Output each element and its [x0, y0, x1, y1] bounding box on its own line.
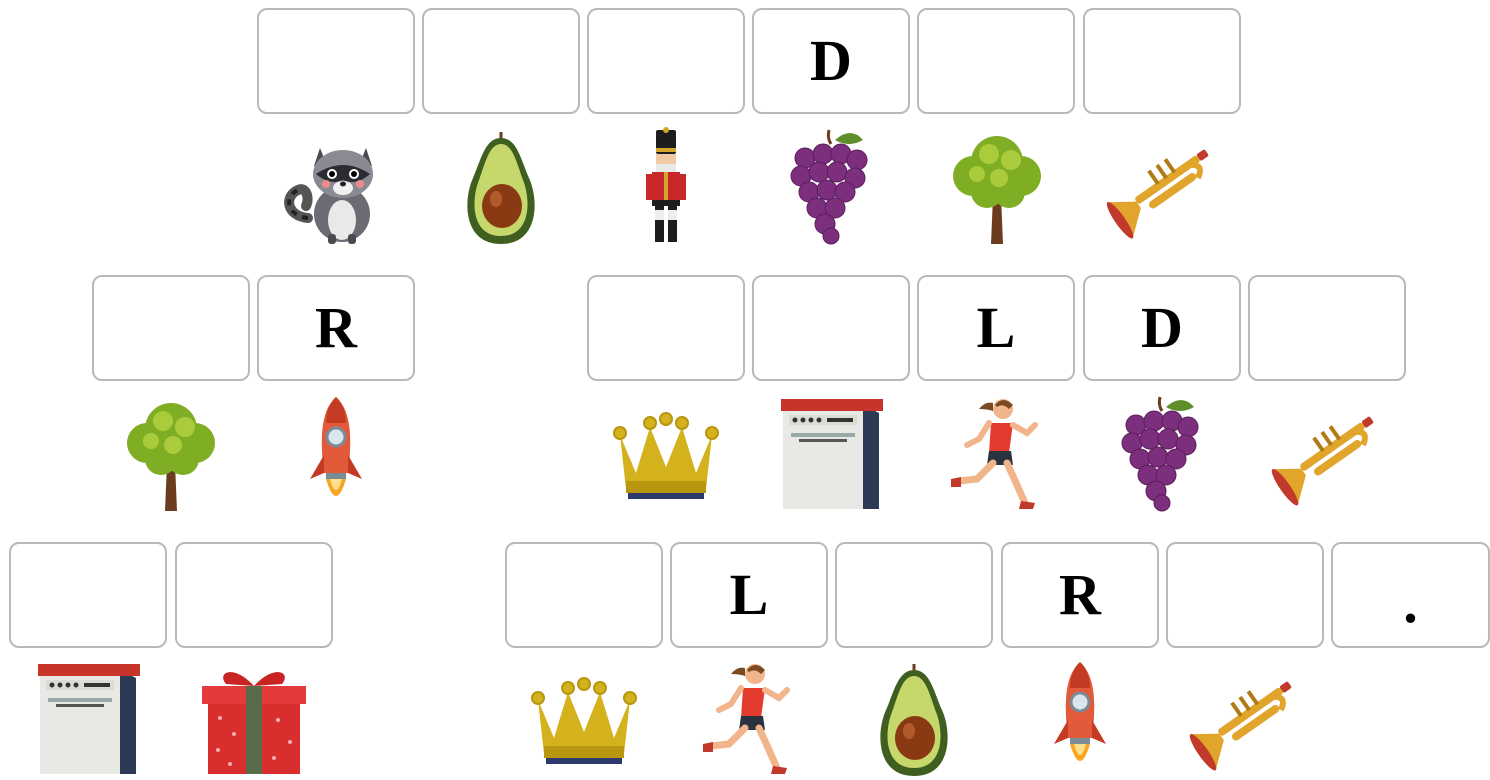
- letter-slot-r3w2-1[interactable]: [505, 542, 663, 648]
- letter-slot-r2w1-1[interactable]: [92, 275, 250, 381]
- letter-slot-r2w2-5[interactable]: [1248, 275, 1406, 381]
- punctuation-slot[interactable]: .: [1331, 542, 1490, 648]
- stove-icon: [28, 658, 148, 778]
- rocket-icon: [1020, 658, 1140, 778]
- letter-slot-r3w1-1[interactable]: [9, 542, 167, 648]
- letter-slot-r1w1-5[interactable]: [917, 8, 1075, 114]
- avocado-icon: [854, 658, 974, 778]
- raccoon-icon: [276, 126, 396, 246]
- letter-slot-r2w1-2[interactable]: R: [257, 275, 415, 381]
- letter-slot-r1w1-4[interactable]: D: [752, 8, 910, 114]
- letter-slot-r3w2-3[interactable]: [835, 542, 993, 648]
- runner-icon: [937, 393, 1057, 513]
- letter-slot-r1w1-2[interactable]: [422, 8, 580, 114]
- grapes-icon: [1102, 393, 1222, 513]
- letter-slot-r2w2-3[interactable]: L: [917, 275, 1075, 381]
- letter-slot-r3w2-5[interactable]: [1166, 542, 1324, 648]
- trumpet-icon: [1102, 126, 1222, 246]
- letter-slot-r3w2-2[interactable]: L: [670, 542, 828, 648]
- letter-slot-r3w2-4[interactable]: R: [1001, 542, 1159, 648]
- runner-icon: [689, 658, 809, 778]
- tree-icon: [937, 126, 1057, 246]
- avocado-icon: [441, 126, 561, 246]
- letter-slot-r1w1-3[interactable]: [587, 8, 745, 114]
- grapes-icon: [771, 126, 891, 246]
- tree-icon: [111, 393, 231, 513]
- letter-slot-r3w1-2[interactable]: [175, 542, 333, 648]
- trumpet-icon: [1185, 658, 1305, 778]
- rocket-icon: [276, 393, 396, 513]
- letter-slot-r2w2-1[interactable]: [587, 275, 745, 381]
- letter-slot-r1w1-6[interactable]: [1083, 8, 1241, 114]
- gift-icon: [194, 658, 314, 778]
- stove-icon: [771, 393, 891, 513]
- letter-slot-r2w2-2[interactable]: [752, 275, 910, 381]
- letter-slot-r2w2-4[interactable]: D: [1083, 275, 1241, 381]
- crown-icon: [524, 658, 644, 778]
- trumpet-icon: [1267, 393, 1387, 513]
- nutcracker-icon: [606, 126, 726, 246]
- letter-slot-r1w1-1[interactable]: [257, 8, 415, 114]
- crown-icon: [606, 393, 726, 513]
